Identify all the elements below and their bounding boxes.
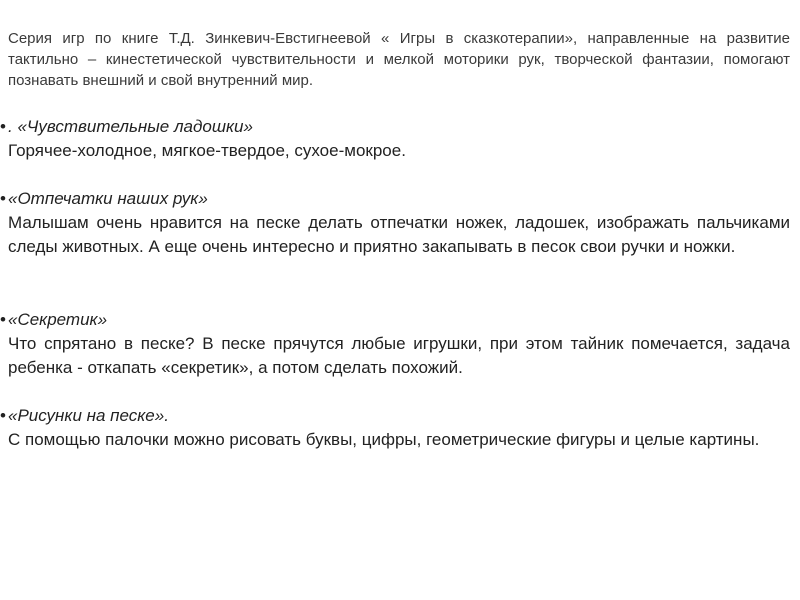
game-title-text: . «Чувствительные ладошки» xyxy=(8,117,253,136)
game-description: Горячее-холодное, мягкое-твердое, сухое-мокрое. xyxy=(8,141,406,160)
game-title xyxy=(0,308,790,332)
game-title xyxy=(0,404,790,428)
game-title-text: «Отпечатки наших рук» xyxy=(8,189,208,208)
game-item-sand-drawings xyxy=(0,404,790,452)
game-item-secret xyxy=(0,308,790,380)
game-title-text: «Рисунки на песке». xyxy=(8,406,169,425)
game-description: Что спрятано в песке? В песке прячутся любые игрушки, при этом тайник помечается, задача ребенка - откапать «секретик», а потом сделать похожий. xyxy=(8,334,790,377)
bullet-icon: • xyxy=(0,406,6,425)
game-description: С помощью палочки можно рисовать буквы, цифры, геометрические фигуры и целые картины. xyxy=(8,430,760,449)
game-title xyxy=(0,187,790,211)
bullet-icon: • xyxy=(0,310,6,329)
bullet-icon: • xyxy=(0,117,6,136)
game-description: Малышам очень нравится на песке делать отпечатки ножек, ладошек, изображать пальчиками следы животных. А еще очень интересно и приятно закапывать в песок свои ручки и ножки. xyxy=(8,213,790,256)
game-item-sensitive-palms xyxy=(0,115,790,163)
bullet-icon: • xyxy=(0,189,6,208)
game-title-text: «Секретик» xyxy=(8,310,108,329)
game-item-handprints xyxy=(0,187,790,259)
intro-paragraph: Серия игр по книге Т.Д. Зинкевич-Евстигнеевой « Игры в сказкотерапии», направленные на развитие тактильно – кинестетической чувствительности и мелкой моторики рук, творческой фантазии, помогают познавать внешний и свой внутренний мир. xyxy=(8,30,790,89)
game-title xyxy=(0,115,790,139)
